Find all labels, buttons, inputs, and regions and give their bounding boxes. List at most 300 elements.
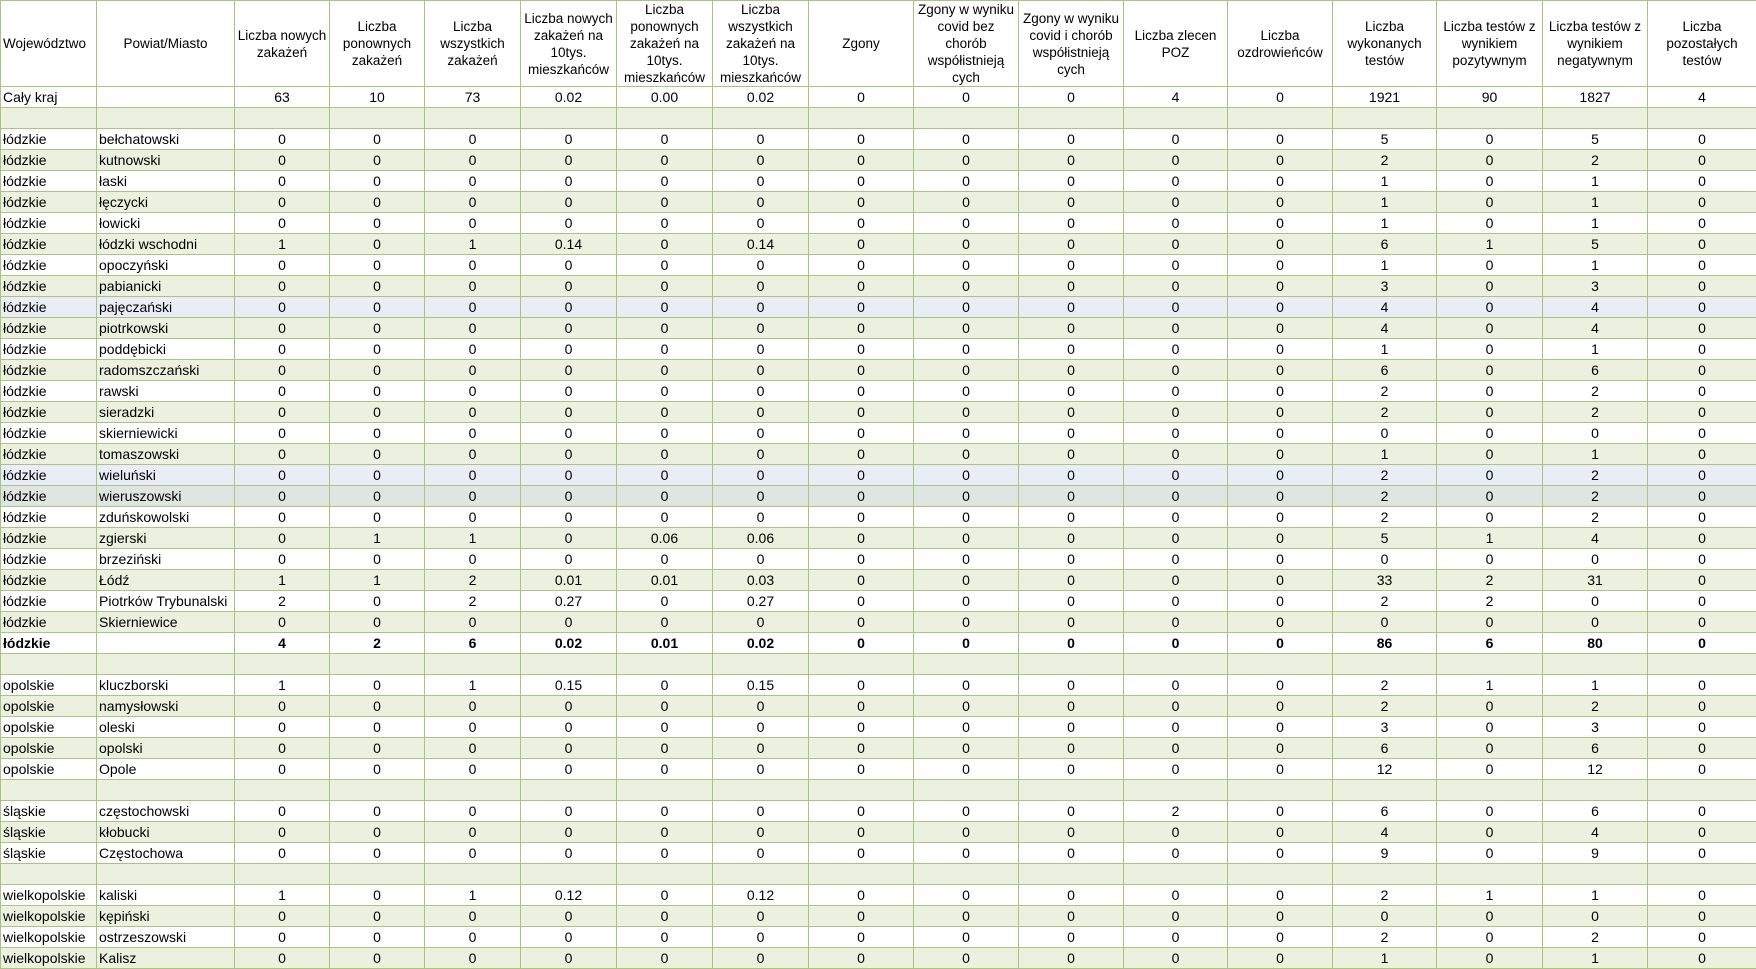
table-cell[interactable]: 0	[1019, 696, 1124, 717]
table-cell[interactable]: 0	[521, 318, 617, 339]
table-cell[interactable]: 6	[1543, 801, 1648, 822]
table-cell[interactable]: 0	[809, 297, 914, 318]
table-cell[interactable]: 2	[1543, 486, 1648, 507]
table-cell[interactable]: 2	[1333, 885, 1437, 906]
table-cell[interactable]: 0	[1019, 360, 1124, 381]
table-cell[interactable]: 0	[330, 759, 425, 780]
table-cell[interactable]: 0	[1648, 528, 1756, 549]
table-cell[interactable]: 0	[235, 171, 330, 192]
table-cell[interactable]: 0	[713, 822, 809, 843]
table-cell[interactable]: 0	[1019, 213, 1124, 234]
table-cell[interactable]: 0	[1648, 822, 1756, 843]
table-cell[interactable]: 0	[1437, 696, 1543, 717]
table-cell[interactable]: 0	[425, 318, 521, 339]
table-cell[interactable]: 90	[1437, 87, 1543, 108]
table-cell[interactable]: 0	[1228, 444, 1333, 465]
table-cell[interactable]: 0	[235, 318, 330, 339]
table-cell[interactable]: 1	[1543, 948, 1648, 969]
table-cell[interactable]: łódzkie	[1, 171, 97, 192]
table-cell[interactable]: 0	[1648, 255, 1756, 276]
table-cell[interactable]: 5	[1333, 528, 1437, 549]
table-cell[interactable]: 1	[330, 528, 425, 549]
table-cell[interactable]: 0	[330, 486, 425, 507]
table-cell[interactable]: 0	[1648, 339, 1756, 360]
table-cell[interactable]: 0	[914, 675, 1019, 696]
table-cell[interactable]: 6	[1333, 360, 1437, 381]
table-cell[interactable]	[1543, 864, 1648, 885]
table-cell[interactable]: wieruszowski	[97, 486, 235, 507]
table-cell[interactable]: 1	[1437, 528, 1543, 549]
table-cell[interactable]: 0	[521, 360, 617, 381]
table-cell[interactable]: 0	[425, 927, 521, 948]
table-cell[interactable]: 0	[425, 738, 521, 759]
table-cell[interactable]: 0.02	[713, 633, 809, 654]
table-cell[interactable]: 2	[1333, 486, 1437, 507]
table-cell[interactable]: 0	[235, 717, 330, 738]
table-cell[interactable]: 0	[425, 360, 521, 381]
table-cell[interactable]: 0	[809, 318, 914, 339]
table-cell[interactable]: 0	[1124, 675, 1228, 696]
table-cell[interactable]: 0	[1124, 885, 1228, 906]
table-cell[interactable]: 0	[1648, 801, 1756, 822]
table-cell[interactable]: 1	[1543, 675, 1648, 696]
table-cell[interactable]: 0	[235, 759, 330, 780]
table-cell[interactable]: 0	[713, 486, 809, 507]
table-cell[interactable]: 0	[235, 255, 330, 276]
table-cell[interactable]: 0	[809, 801, 914, 822]
table-cell[interactable]: 0	[1019, 843, 1124, 864]
table-cell[interactable]: 0	[914, 150, 1019, 171]
table-cell[interactable]: 1	[235, 885, 330, 906]
table-cell[interactable]: 2	[1333, 927, 1437, 948]
table-cell[interactable]: 0	[617, 696, 713, 717]
table-cell[interactable]: 1921	[1333, 87, 1437, 108]
table-cell[interactable]: 0	[713, 213, 809, 234]
table-cell[interactable]: 0	[713, 276, 809, 297]
table-cell[interactable]: 1	[1543, 171, 1648, 192]
table-cell[interactable]: 0	[617, 402, 713, 423]
table-cell[interactable]: 1	[1333, 444, 1437, 465]
table-cell[interactable]: 0	[1437, 255, 1543, 276]
table-cell[interactable]	[521, 108, 617, 129]
table-cell[interactable]: 0	[914, 171, 1019, 192]
table-cell[interactable]	[1019, 780, 1124, 801]
table-cell[interactable]: 0	[617, 675, 713, 696]
table-cell[interactable]: 0	[809, 234, 914, 255]
table-cell[interactable]: 0	[1124, 486, 1228, 507]
table-cell[interactable]: 0	[1648, 948, 1756, 969]
table-cell[interactable]: 0	[617, 801, 713, 822]
table-cell[interactable]: łódzkie	[1, 276, 97, 297]
table-cell[interactable]: 0	[914, 549, 1019, 570]
table-cell[interactable]: 0	[914, 906, 1019, 927]
table-cell[interactable]: 63	[235, 87, 330, 108]
column-header[interactable]: Województwo	[1, 1, 97, 87]
table-cell[interactable]: 0	[1019, 675, 1124, 696]
table-cell[interactable]: 0	[1124, 822, 1228, 843]
table-cell[interactable]: 0	[914, 213, 1019, 234]
table-cell[interactable]	[425, 654, 521, 675]
table-cell[interactable]: 0	[914, 612, 1019, 633]
table-cell[interactable]: 0	[425, 906, 521, 927]
table-cell[interactable]: 0	[425, 297, 521, 318]
table-cell[interactable]: 0	[521, 927, 617, 948]
table-cell[interactable]: 0	[521, 276, 617, 297]
table-cell[interactable]: 0	[521, 465, 617, 486]
table-cell[interactable]: 0	[235, 192, 330, 213]
table-cell[interactable]: 0	[914, 948, 1019, 969]
table-cell[interactable]: 4	[1333, 318, 1437, 339]
table-cell[interactable]	[617, 780, 713, 801]
table-cell[interactable]: 0	[1019, 276, 1124, 297]
table-cell[interactable]: bełchatowski	[97, 129, 235, 150]
table-cell[interactable]: 2	[1333, 150, 1437, 171]
table-cell[interactable]	[1124, 780, 1228, 801]
table-cell[interactable]: opolskie	[1, 717, 97, 738]
table-cell[interactable]: łódzkie	[1, 423, 97, 444]
table-cell[interactable]: 0.14	[713, 234, 809, 255]
table-cell[interactable]	[713, 108, 809, 129]
table-cell[interactable]: 0	[1124, 549, 1228, 570]
table-cell[interactable]: 0	[521, 423, 617, 444]
table-cell[interactable]: wielkopolskie	[1, 906, 97, 927]
table-cell[interactable]: 0	[809, 192, 914, 213]
table-cell[interactable]: 0	[1124, 150, 1228, 171]
table-cell[interactable]: 0	[914, 381, 1019, 402]
table-cell[interactable]: 0	[617, 843, 713, 864]
table-cell[interactable]: 0	[1333, 906, 1437, 927]
table-cell[interactable]: 6	[1333, 801, 1437, 822]
table-cell[interactable]: 0	[521, 843, 617, 864]
table-cell[interactable]: 0	[1228, 843, 1333, 864]
table-cell[interactable]: łódzkie	[1, 507, 97, 528]
table-cell[interactable]: 0.27	[713, 591, 809, 612]
table-cell[interactable]: 0	[1124, 465, 1228, 486]
table-cell[interactable]: 0	[617, 360, 713, 381]
table-cell[interactable]: 0	[914, 717, 1019, 738]
table-cell[interactable]: 0	[1437, 927, 1543, 948]
table-cell[interactable]: opolski	[97, 738, 235, 759]
table-cell[interactable]: 0	[1228, 234, 1333, 255]
table-cell[interactable]: 0	[617, 486, 713, 507]
table-cell[interactable]: 0	[617, 423, 713, 444]
table-cell[interactable]: 80	[1543, 633, 1648, 654]
table-cell[interactable]: 0	[330, 696, 425, 717]
table-cell[interactable]: 0	[809, 696, 914, 717]
table-cell[interactable]: 0	[235, 150, 330, 171]
table-cell[interactable]: 0.01	[617, 633, 713, 654]
table-cell[interactable]: 0	[1124, 633, 1228, 654]
table-cell[interactable]: 0	[330, 444, 425, 465]
table-cell[interactable]: 0	[1228, 906, 1333, 927]
table-cell[interactable]	[1019, 108, 1124, 129]
table-cell[interactable]: 2	[1333, 675, 1437, 696]
table-cell[interactable]: 0	[809, 717, 914, 738]
table-cell[interactable]: 0	[1124, 927, 1228, 948]
table-cell[interactable]: 0	[713, 129, 809, 150]
table-cell[interactable]	[1333, 864, 1437, 885]
table-cell[interactable]: 0	[1124, 528, 1228, 549]
table-cell[interactable]: 0	[1648, 591, 1756, 612]
table-cell[interactable]: 0	[1228, 339, 1333, 360]
table-cell[interactable]: 2	[1543, 696, 1648, 717]
table-cell[interactable]: łódzkie	[1, 612, 97, 633]
table-cell[interactable]: 0	[330, 255, 425, 276]
table-cell[interactable]: 0	[713, 171, 809, 192]
table-cell[interactable]: 0	[1648, 906, 1756, 927]
table-cell[interactable]: 0	[425, 486, 521, 507]
table-cell[interactable]: 0	[330, 360, 425, 381]
table-cell[interactable]: 0	[235, 360, 330, 381]
table-cell[interactable]: 0	[914, 255, 1019, 276]
table-cell[interactable]	[809, 108, 914, 129]
table-cell[interactable]: 0	[1124, 297, 1228, 318]
table-cell[interactable]	[521, 780, 617, 801]
table-cell[interactable]: 4	[235, 633, 330, 654]
table-cell[interactable]: łódzkie	[1, 297, 97, 318]
table-cell[interactable]: 0	[1437, 339, 1543, 360]
table-cell[interactable]	[1543, 108, 1648, 129]
table-cell[interactable]: 0	[235, 381, 330, 402]
table-cell[interactable]: 2	[1333, 507, 1437, 528]
table-cell[interactable]: łaski	[97, 171, 235, 192]
table-cell[interactable]	[235, 108, 330, 129]
table-cell[interactable]: 0	[713, 255, 809, 276]
table-cell[interactable]: 0	[1019, 234, 1124, 255]
table-cell[interactable]: 0	[1124, 192, 1228, 213]
table-cell[interactable]: 0	[330, 612, 425, 633]
table-cell[interactable]: 0	[713, 717, 809, 738]
table-cell[interactable]: łódzkie	[1, 234, 97, 255]
column-header[interactable]: Liczba nowych zakażeń na 10tys. mieszkańców	[521, 1, 617, 87]
table-cell[interactable]: 3	[1543, 276, 1648, 297]
table-cell[interactable]: 0.12	[521, 885, 617, 906]
column-header[interactable]: Liczba testów z wynikiem pozytywnym	[1437, 1, 1543, 87]
table-cell[interactable]	[235, 780, 330, 801]
table-cell[interactable]	[1, 864, 97, 885]
table-cell[interactable]: 4	[1124, 87, 1228, 108]
table-cell[interactable]: 0	[809, 528, 914, 549]
table-cell[interactable]: 0	[521, 150, 617, 171]
table-cell[interactable]: 0	[914, 465, 1019, 486]
table-cell[interactable]: 0	[1437, 402, 1543, 423]
table-cell[interactable]: 0	[809, 759, 914, 780]
table-cell[interactable]: 1	[1333, 948, 1437, 969]
table-cell[interactable]: 0	[521, 696, 617, 717]
table-cell[interactable]: 0.12	[713, 885, 809, 906]
table-cell[interactable]: 0	[235, 612, 330, 633]
table-cell[interactable]: namysłowski	[97, 696, 235, 717]
table-cell[interactable]: 0	[425, 696, 521, 717]
table-cell[interactable]: 0	[1648, 885, 1756, 906]
table-cell[interactable]: opolskie	[1, 738, 97, 759]
table-cell[interactable]: 0	[809, 675, 914, 696]
table-cell[interactable]: 0	[1648, 150, 1756, 171]
table-cell[interactable]: 0	[521, 822, 617, 843]
table-cell[interactable]: 0	[914, 507, 1019, 528]
table-cell[interactable]	[1333, 780, 1437, 801]
table-cell[interactable]: 0	[1124, 255, 1228, 276]
table-cell[interactable]: 0	[1228, 213, 1333, 234]
table-cell[interactable]: sieradzki	[97, 402, 235, 423]
table-cell[interactable]: 0	[1124, 570, 1228, 591]
table-cell[interactable]: 0	[330, 591, 425, 612]
table-cell[interactable]: 0	[914, 570, 1019, 591]
table-cell[interactable]: łódzkie	[1, 360, 97, 381]
table-cell[interactable]: 0	[1228, 591, 1333, 612]
table-cell[interactable]: 0	[330, 549, 425, 570]
table-cell[interactable]: opolskie	[1, 759, 97, 780]
table-cell[interactable]: 0	[1228, 423, 1333, 444]
table-cell[interactable]: 0	[809, 465, 914, 486]
table-cell[interactable]: kaliski	[97, 885, 235, 906]
table-cell[interactable]: 0	[330, 675, 425, 696]
table-cell[interactable]	[914, 780, 1019, 801]
table-cell[interactable]: 0	[617, 192, 713, 213]
table-cell[interactable]: 0	[713, 444, 809, 465]
table-cell[interactable]: 0	[713, 423, 809, 444]
table-cell[interactable]: 0	[1228, 948, 1333, 969]
column-header[interactable]: Powiat/Miasto	[97, 1, 235, 87]
table-cell[interactable]: 6	[1333, 738, 1437, 759]
table-cell[interactable]: 0	[1648, 171, 1756, 192]
table-cell[interactable]: 0	[1228, 738, 1333, 759]
table-cell[interactable]: 0	[1124, 129, 1228, 150]
table-cell[interactable]: 0	[809, 129, 914, 150]
table-cell[interactable]: 0	[425, 948, 521, 969]
table-cell[interactable]: 0	[1437, 444, 1543, 465]
table-cell[interactable]: 0	[1437, 360, 1543, 381]
table-cell[interactable]: 0	[1228, 822, 1333, 843]
table-cell[interactable]: 0	[330, 717, 425, 738]
table-cell[interactable]: 0	[1228, 129, 1333, 150]
table-cell[interactable]: 0	[1019, 738, 1124, 759]
table-cell[interactable]: 0	[235, 402, 330, 423]
table-cell[interactable]: 0	[425, 171, 521, 192]
table-cell[interactable]: 1	[1333, 213, 1437, 234]
table-cell[interactable]	[1543, 654, 1648, 675]
table-cell[interactable]: 0	[1124, 843, 1228, 864]
table-cell[interactable]: łódzkie	[1, 444, 97, 465]
table-cell[interactable]	[521, 654, 617, 675]
table-cell[interactable]: 0	[914, 234, 1019, 255]
table-cell[interactable]: łódzkie	[1, 528, 97, 549]
table-cell[interactable]: 0	[713, 759, 809, 780]
table-cell[interactable]: 0	[425, 276, 521, 297]
table-cell[interactable]: 0	[617, 927, 713, 948]
table-cell[interactable]	[97, 87, 235, 108]
table-cell[interactable]: 0	[425, 717, 521, 738]
table-cell[interactable]: 0	[235, 927, 330, 948]
table-cell[interactable]: 0	[1124, 318, 1228, 339]
table-cell[interactable]: 0	[235, 297, 330, 318]
table-cell[interactable]: 0	[1648, 129, 1756, 150]
table-cell[interactable]: tomaszowski	[97, 444, 235, 465]
table-cell[interactable]: 0	[914, 633, 1019, 654]
table-cell[interactable]: 0.03	[713, 570, 809, 591]
table-cell[interactable]: 0	[521, 213, 617, 234]
table-cell[interactable]: 1	[1333, 192, 1437, 213]
table-cell[interactable]: 0	[914, 297, 1019, 318]
table-cell[interactable]: 0	[617, 297, 713, 318]
table-cell[interactable]: 0	[809, 87, 914, 108]
table-cell[interactable]: 0	[1648, 465, 1756, 486]
table-cell[interactable]: 2	[235, 591, 330, 612]
table-cell[interactable]	[1648, 654, 1756, 675]
table-cell[interactable]: 2	[1124, 801, 1228, 822]
table-cell[interactable]: 0	[1437, 549, 1543, 570]
table-cell[interactable]: 0	[330, 906, 425, 927]
table-cell[interactable]: 5	[1543, 234, 1648, 255]
table-cell[interactable]: 0	[914, 276, 1019, 297]
table-cell[interactable]: 2	[1333, 381, 1437, 402]
table-cell[interactable]	[1228, 780, 1333, 801]
table-cell[interactable]: 0	[330, 465, 425, 486]
table-cell[interactable]: 0	[1124, 213, 1228, 234]
table-cell[interactable]: 0	[713, 507, 809, 528]
table-cell[interactable]	[914, 654, 1019, 675]
table-cell[interactable]	[235, 654, 330, 675]
table-cell[interactable]	[713, 864, 809, 885]
table-cell[interactable]: łódzkie	[1, 129, 97, 150]
table-cell[interactable]: 0	[914, 927, 1019, 948]
table-cell[interactable]: 0	[1437, 906, 1543, 927]
table-cell[interactable]: 9	[1543, 843, 1648, 864]
table-cell[interactable]	[914, 864, 1019, 885]
table-cell[interactable]: 6	[1437, 633, 1543, 654]
table-cell[interactable]: 0.06	[713, 528, 809, 549]
table-cell[interactable]: 0	[617, 171, 713, 192]
table-cell[interactable]: śląskie	[1, 843, 97, 864]
table-cell[interactable]: 0	[1124, 402, 1228, 423]
table-cell[interactable]: 0	[1437, 276, 1543, 297]
table-cell[interactable]: łódzkie	[1, 255, 97, 276]
table-cell[interactable]: wielkopolskie	[1, 948, 97, 969]
table-cell[interactable]: 0.00	[617, 87, 713, 108]
table-cell[interactable]: 0	[1019, 381, 1124, 402]
table-cell[interactable]: 0	[1019, 885, 1124, 906]
table-cell[interactable]: radomszczański	[97, 360, 235, 381]
table-cell[interactable]: Częstochowa	[97, 843, 235, 864]
table-cell[interactable]	[1333, 654, 1437, 675]
table-cell[interactable]: 0	[713, 927, 809, 948]
table-cell[interactable]: 0	[1437, 192, 1543, 213]
table-cell[interactable]: wielkopolskie	[1, 885, 97, 906]
table-cell[interactable]: 0	[1019, 612, 1124, 633]
table-cell[interactable]: 0	[1019, 486, 1124, 507]
table-cell[interactable]: 0	[1648, 696, 1756, 717]
table-cell[interactable]	[809, 654, 914, 675]
table-cell[interactable]: 0	[1228, 759, 1333, 780]
table-cell[interactable]: 0	[521, 339, 617, 360]
table-cell[interactable]: 0	[425, 507, 521, 528]
table-cell[interactable]: Kalisz	[97, 948, 235, 969]
table-cell[interactable]: 1	[1333, 339, 1437, 360]
table-cell[interactable]: 2	[1333, 465, 1437, 486]
table-cell[interactable]: 0.14	[521, 234, 617, 255]
table-cell[interactable]: 0	[235, 738, 330, 759]
table-cell[interactable]	[1437, 780, 1543, 801]
table-cell[interactable]: 0	[521, 717, 617, 738]
table-cell[interactable]: 0	[1019, 318, 1124, 339]
table-cell[interactable]: 0	[425, 339, 521, 360]
table-cell[interactable]: 0	[235, 423, 330, 444]
table-cell[interactable]: 0	[1124, 696, 1228, 717]
table-cell[interactable]: 0	[809, 507, 914, 528]
table-cell[interactable]: 0	[1228, 528, 1333, 549]
table-cell[interactable]: 0	[330, 423, 425, 444]
table-cell[interactable]	[713, 780, 809, 801]
